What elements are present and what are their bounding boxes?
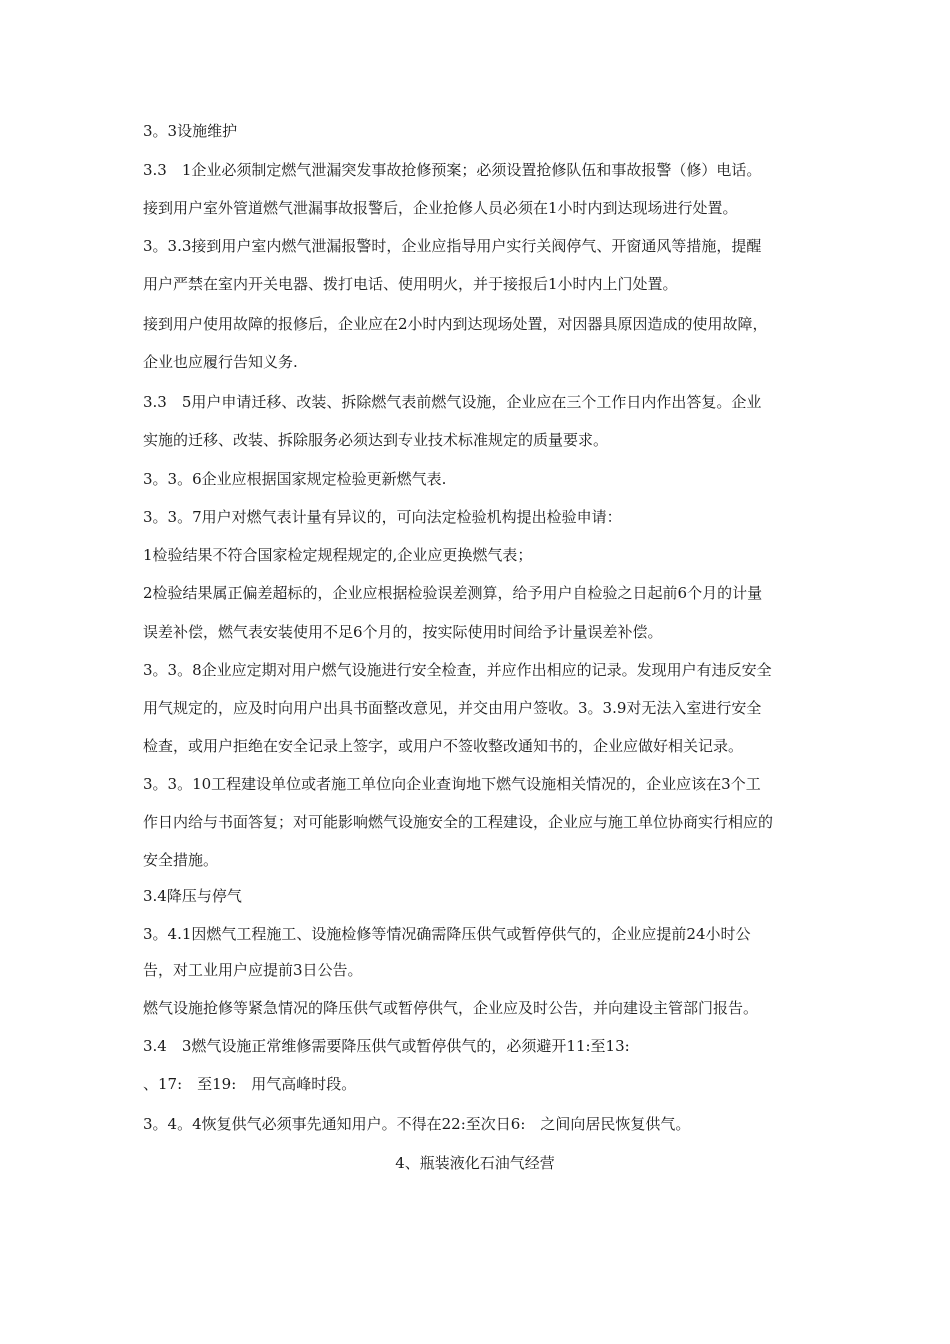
paragraph-line: 3.3 1企业必须制定燃气泄漏突发事故抢修预案；必须设置抢修队伍和事故报警（修）电话。 bbox=[143, 161, 762, 179]
paragraph-line: 检查，或用户拒绝在安全记录上签字，或用户不签收整改通知书的，企业应做好相关记录。 bbox=[143, 737, 744, 755]
subsection-heading-3-4: 3.4降压与停气 bbox=[143, 887, 242, 905]
paragraph-line: 作日内给与书面答复；对可能影响燃气设施安全的工程建设，企业应与施工单位协商实行相应的 bbox=[143, 813, 774, 831]
paragraph-line: 用户严禁在室内开关电器、拨打电话、使用明火，并于接报后1小时内上门处置。 bbox=[143, 275, 678, 293]
paragraph-line: 3。3.3接到用户室内燃气泄漏报警时，企业应指导用户实行关阀停气、开窗通风等措施，提醒 bbox=[143, 237, 762, 255]
list-item: 2检验结果属正偏差超标的，企业应根据检验误差测算，给予用户自检验之日起前6个月的计量 bbox=[143, 584, 763, 602]
paragraph-line: 告，对工业用户应提前3日公告。 bbox=[143, 961, 363, 979]
paragraph-line: 3。4。4恢复供气必须事先通知用户。不得在22:至次日6: 之间向居民恢复供气。 bbox=[143, 1115, 691, 1133]
section-heading: 4、瓶装液化石油气经营 bbox=[395, 1154, 555, 1172]
paragraph-line: 3.4 3燃气设施正常维修需要降压供气或暂停供气的，必须避开11:至13: bbox=[143, 1037, 630, 1055]
paragraph-line: 、17: 至19: 用气高峰时段。 bbox=[143, 1075, 357, 1093]
paragraph-line: 实施的迁移、改装、拆除服务必须达到专业技术标准规定的质量要求。 bbox=[143, 431, 609, 449]
paragraph-line: 3。3。8企业应定期对用户燃气设施进行安全检查，并应作出相应的记录。发现用户有违反安全 bbox=[143, 661, 772, 679]
paragraph-line: 3.3 5用户申请迁移、改装、拆除燃气表前燃气设施，企业应在三个工作日内作出答复。企业 bbox=[143, 393, 762, 411]
paragraph-line: 用气规定的，应及时向用户出具书面整改意见，并交由用户签收。3。3.9对无法入室进行安全 bbox=[143, 699, 762, 717]
list-item: 1检验结果不符合国家检定规程规定的,企业应更换燃气表； bbox=[143, 546, 533, 564]
paragraph-line: 接到用户室外管道燃气泄漏事故报警后，企业抢修人员必须在1小时内到达现场进行处置。 bbox=[143, 199, 738, 217]
paragraph-line: 3。4.1因燃气工程施工、设施检修等情况确需降压供气或暂停供气的，企业应提前24小时公 bbox=[143, 925, 751, 943]
paragraph-line: 3。3。6企业应根据国家规定检验更新燃气表. bbox=[143, 470, 447, 488]
paragraph-line: 燃气设施抢修等紧急情况的降压供气或暂停供气，企业应及时公告，并向建设主管部门报告。 bbox=[143, 999, 759, 1017]
paragraph-line: 接到用户使用故障的报修后，企业应在2小时内到达现场处置，对因器具原因造成的使用故障， bbox=[143, 315, 768, 333]
subsection-heading-3-3: 3。3设施维护 bbox=[143, 122, 238, 140]
paragraph-line: 3。3。7用户对燃气表计量有异议的，可向法定检验机构提出检验申请： bbox=[143, 508, 622, 526]
paragraph-line: 企业也应履行告知义务. bbox=[143, 353, 298, 371]
paragraph-line: 误差补偿，燃气表安装使用不足6个月的，按实际使用时间给予计量误差补偿。 bbox=[143, 623, 663, 641]
paragraph-line: 3。3。10工程建设单位或者施工单位向企业查询地下燃气设施相关情况的，企业应该在3个工 bbox=[143, 775, 761, 793]
paragraph-line: 安全措施。 bbox=[143, 851, 219, 869]
